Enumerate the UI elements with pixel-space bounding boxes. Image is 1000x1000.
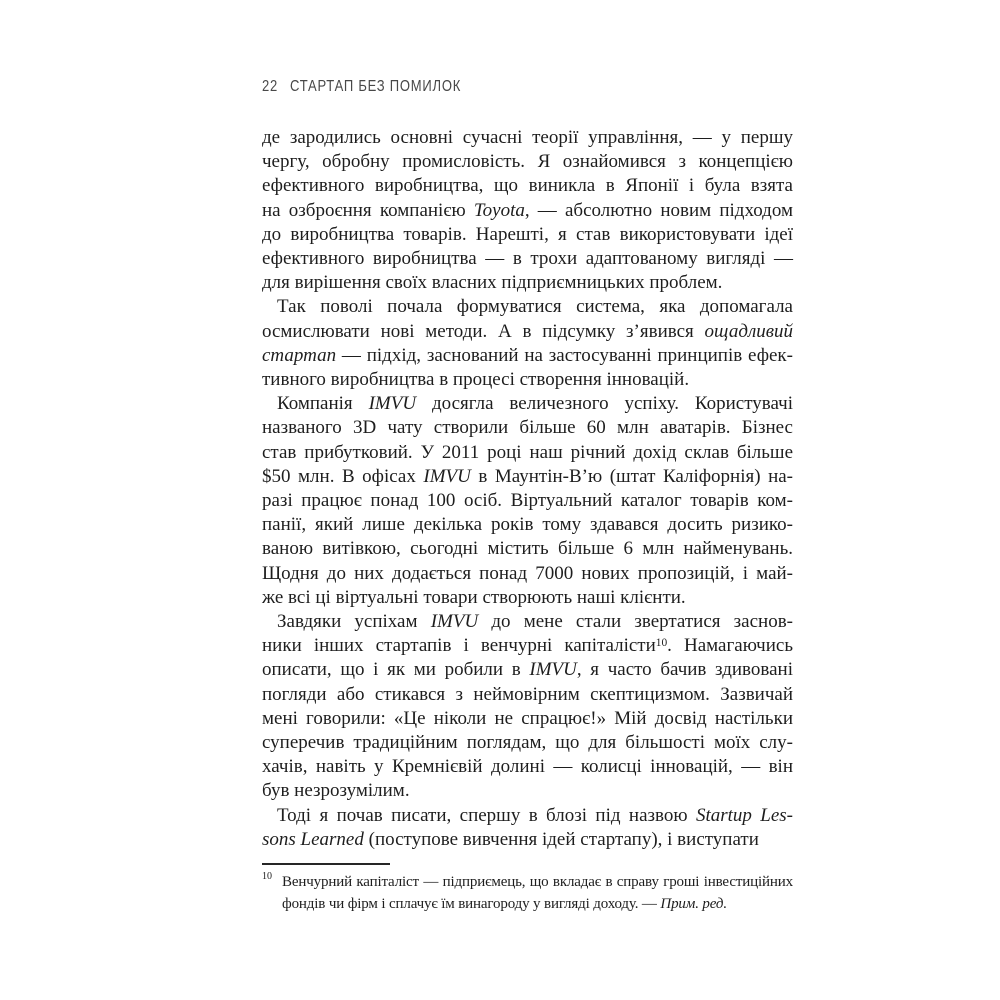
text-run: — підхід, заснований на застосуванні принципів ефек-: [336, 344, 793, 366]
text-line: [262, 416, 793, 440]
footnote-text: [282, 872, 793, 915]
text-line: [262, 804, 793, 828]
text-run: описати, що і як ми робили в: [262, 659, 530, 681]
text-run: суперечив традиційним поглядам, що для більшості моїх слу-: [262, 732, 793, 754]
text-run: став прибутковий. У 2011 році наш річний дохід склав більше: [262, 441, 793, 463]
emphasized-text: Startup Les-: [695, 804, 793, 826]
text-run: мені говорили: «Це ніколи не спрацює!» Мій досвід настільки: [262, 707, 793, 729]
text-run: був незрозумілим.: [262, 780, 410, 802]
text-run: досягла величезного успіху. Користувачі: [416, 393, 793, 415]
text-run: (поступове вивчення ідей стартапу), і виступати: [363, 828, 759, 850]
running-title: СТАРТАП БЕЗ ПОМИЛОК: [290, 78, 462, 95]
text-line: [262, 174, 793, 198]
text-run: осмислювати нові методи. А в підсумку з’явився: [262, 320, 705, 342]
emphasized-text: стартап: [262, 344, 337, 366]
text-line: [262, 779, 793, 803]
emphasized-text: IMVU: [430, 611, 479, 633]
text-line: [262, 368, 793, 392]
text-line: [262, 295, 793, 319]
text-run: Тоді я почав писати, спершу в блозі під назвою: [277, 804, 696, 826]
text-line: [262, 658, 793, 682]
text-line: [262, 320, 793, 344]
footnote: [262, 872, 793, 915]
text-line: [262, 828, 793, 852]
emphasized-text: sons Learned: [262, 828, 364, 850]
paragraph: [262, 804, 793, 852]
text-run: ники інших стартапів і венчурні капіталісти: [262, 635, 656, 657]
text-line: [282, 894, 793, 916]
text-run: до мене стали звертатися заснов-: [478, 611, 794, 633]
text-run: ефективного виробництва — в трохи адаптованому вигляді —: [262, 248, 793, 270]
text-line: [262, 586, 793, 610]
text-run: Так поволі почала формуватися система, яка допомагала: [277, 296, 793, 318]
text-run: Венчурний капіталіст — підприємець, що вкладає в справу гроші інвестиційних: [282, 874, 793, 891]
text-run: хачів, навіть у Кремнієвій долині — колисці інновацій, — він: [262, 756, 793, 778]
footnote-marker: 10: [262, 871, 272, 883]
body-text: [262, 126, 793, 852]
text-run: названого 3D чату створили більше 60 млн аватарів. Бізнес: [262, 417, 793, 439]
text-run: $50 млн. В офісах: [262, 465, 424, 487]
text-line: [262, 755, 793, 779]
text-run: в Маунтін-В’ю (штат Каліфорнія) на-: [470, 465, 794, 487]
text-run: панії, який лише декілька років тому здавався досить ризико-: [262, 514, 793, 536]
text-line: [262, 441, 793, 465]
text-line: [262, 634, 793, 658]
text-line: [262, 731, 793, 755]
text-line: [262, 707, 793, 731]
footnote-reference: 10: [655, 637, 668, 650]
text-line: [262, 126, 793, 150]
text-run: разі працює понад 100 осіб. Віртуальний каталог товарів ком-: [262, 490, 793, 512]
paragraph: [262, 610, 793, 804]
text-line: [262, 247, 793, 271]
running-header: [262, 79, 793, 95]
emphasized-text: IMVU: [529, 659, 577, 681]
emphasized-text: IMVU: [423, 465, 471, 487]
footnote-separator-rule: [262, 863, 390, 865]
text-line: [262, 223, 793, 247]
text-run: , — абсолютно новим підходом: [524, 199, 794, 221]
text-line: [262, 610, 793, 634]
text-line: [262, 199, 793, 223]
text-run: ефективного виробництва, що виникла в Японії і була взята: [262, 175, 793, 197]
text-run: погляди або стикався з неймовірним скептицизмом. Зазвичай: [262, 683, 793, 705]
text-line: [282, 872, 793, 894]
emphasized-text: ощадливий: [704, 320, 793, 342]
emphasized-text: IMVU: [368, 393, 417, 415]
emphasized-text: Toyota: [473, 199, 525, 221]
text-run: де зародились основні сучасні теорії управління, — у першу: [262, 127, 793, 148]
text-run: Завдяки успіхам: [277, 611, 431, 633]
text-run: фондів чи фірм і сплачує їм винагороду у вигляді доходу. —: [282, 895, 661, 912]
text-run: же всі ці віртуальні товари створюють наші клієнти.: [262, 586, 686, 608]
text-run: тивного виробництва в процесі створення інновацій.: [262, 369, 690, 391]
paragraph: [262, 295, 793, 392]
text-line: [262, 562, 793, 586]
text-run: ваною витівкою, сьогодні містить більше 6 млн найменувань.: [262, 538, 793, 560]
text-line: [262, 537, 793, 561]
page-number: 22: [262, 78, 278, 95]
text-run: Компанія: [277, 393, 369, 415]
text-run: на озброєння компанією: [262, 199, 474, 221]
text-run: чергу, обробну промисловість. Я ознайомився з концепцією: [262, 151, 793, 173]
text-line: [262, 344, 793, 368]
text-run: для вирішення своїх власних підприємницьких проблем.: [262, 272, 723, 294]
page-content: [262, 79, 793, 915]
text-line: [262, 489, 793, 513]
text-line: [262, 683, 793, 707]
text-run: , я часто бачив здивовані: [576, 659, 793, 681]
emphasized-text: Прим. ред.: [660, 895, 727, 912]
text-line: [262, 465, 793, 489]
paragraph: [262, 392, 793, 610]
text-run: до виробництва товарів. Нарешті, я став використовувати ідеї: [262, 223, 793, 245]
paragraph: [262, 126, 793, 295]
text-run: . Намагаючись: [667, 635, 793, 657]
text-line: [262, 150, 793, 174]
text-line: [262, 392, 793, 416]
text-run: Щодня до них додається понад 7000 нових пропозицій, і май-: [262, 562, 793, 584]
text-line: [262, 513, 793, 537]
text-line: [262, 271, 793, 295]
